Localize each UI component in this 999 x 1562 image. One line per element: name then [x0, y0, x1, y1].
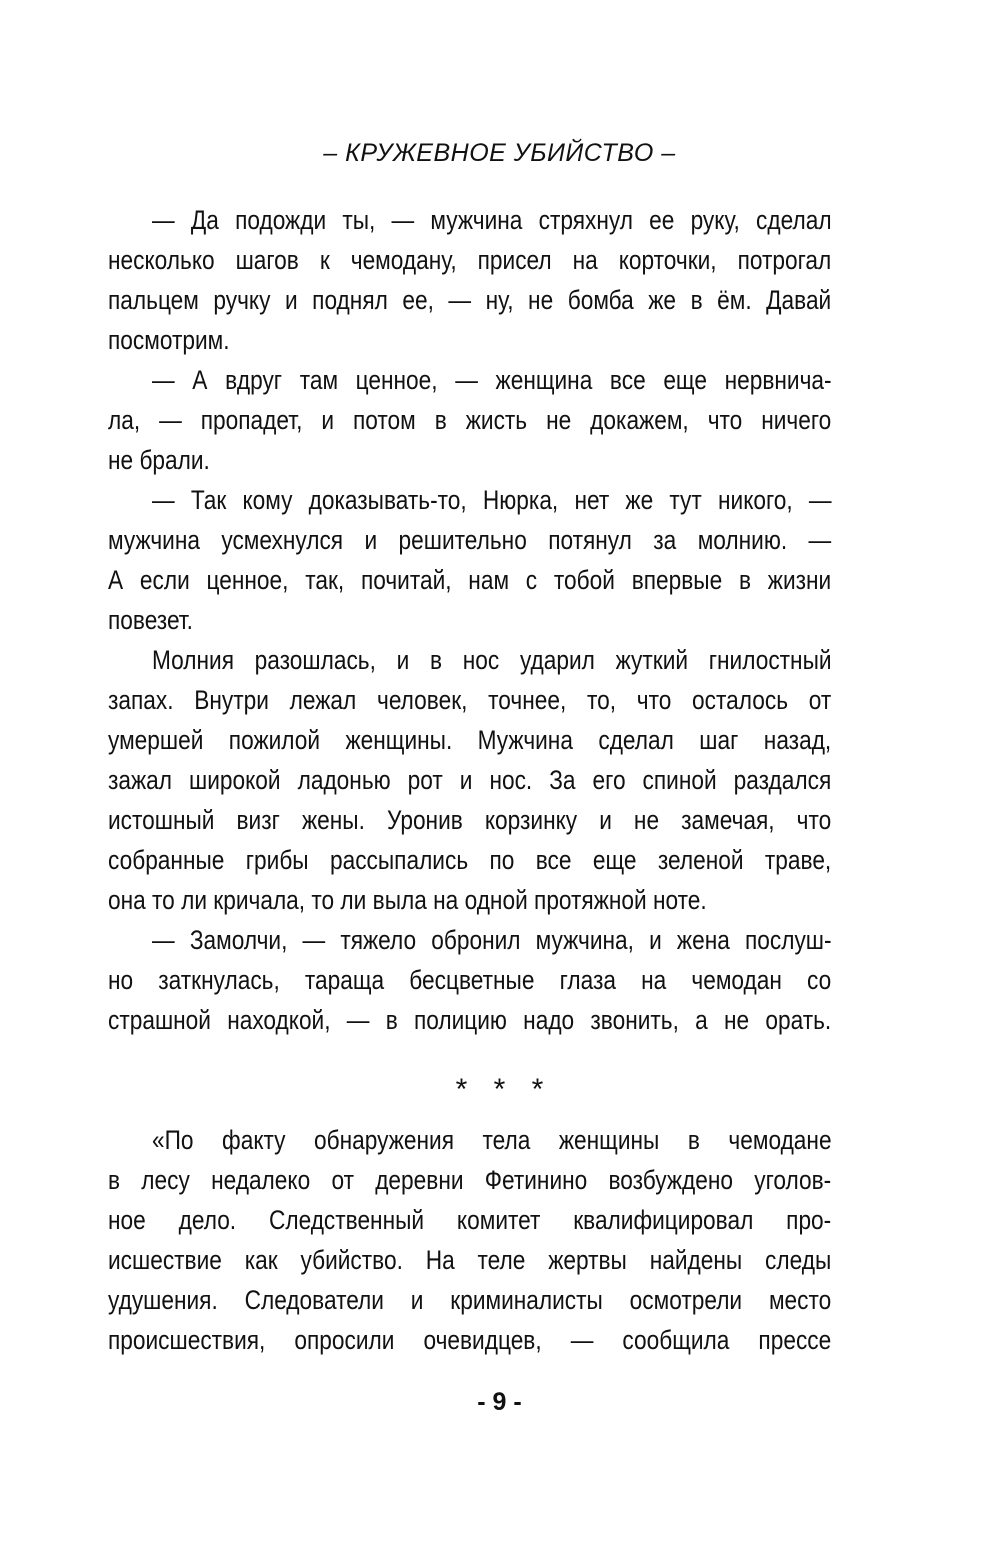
- text-line: умершей пожилой женщины. Мужчина сделал шаг назад,: [108, 725, 832, 755]
- text-line: происшествия, опросили очевидцев, — сообщила прессе: [108, 1325, 832, 1355]
- text-line: страшной находкой, — в полицию надо звонить, а не орать.: [108, 1005, 832, 1035]
- text-line: несколько шагов к чемодану, присел на корточки, потрогал: [108, 245, 832, 275]
- text-line: удушения. Следователи и криминалисты осмотрели место: [108, 1285, 832, 1315]
- page-number: - 9 -: [477, 1388, 522, 1416]
- text-line: посмотрим.: [108, 325, 230, 355]
- text-line: — А вдруг там ценное, — женщина все еще нервнича-: [152, 365, 832, 395]
- text-line: Молния разошлась, и в нос ударил жуткий гнилостный: [152, 645, 832, 675]
- text-line: мужчина усмехнулся и решительно потянул за молнию. —: [108, 525, 832, 555]
- text-line: она то ли кричала, то ли выла на одной протяжной ноте.: [108, 885, 707, 915]
- running-header: – КРУЖЕВНОЕ УБИЙСТВО –: [323, 139, 676, 167]
- text-line: но заткнулась, тараща бесцветные глаза на чемодан со: [108, 965, 832, 995]
- text-line: ное дело. Следственный комитет квалифицировал про-: [108, 1205, 832, 1235]
- text-line: исшествие как убийство. На теле жертвы найдены следы: [108, 1245, 832, 1275]
- text-line: повезет.: [108, 605, 193, 635]
- text-line: собранные грибы рассыпались по все еще зеленой траве,: [108, 845, 832, 875]
- text-line: зажал широкой ладонью рот и нос. За его спиной раздался: [108, 765, 832, 795]
- text-line: — Да подожди ты, — мужчина стряхнул ее руку, сделал: [152, 205, 832, 235]
- text-line: не брали.: [108, 445, 210, 475]
- text-line: пальцем ручку и поднял ее, — ну, не бомба же в ём. Давай: [108, 285, 832, 315]
- text-line: в лесу недалеко от деревни Фетинино возбуждено уголов-: [108, 1165, 832, 1195]
- text-line: «По факту обнаружения тела женщины в чемодане: [152, 1125, 832, 1155]
- section-separator: * * *: [455, 1073, 544, 1106]
- text-line: — Так кому доказывать-то, Нюрка, нет же тут никого, —: [152, 485, 832, 515]
- text-line: запах. Внутри лежал человек, точнее, то, что осталось от: [108, 685, 832, 715]
- text-line: А если ценное, так, почитай, нам с тобой впервые в жизни: [108, 565, 832, 595]
- text-line: истошный визг жены. Уронив корзинку и не замечая, что: [108, 805, 832, 835]
- text-line: ла, — пропадет, и потом в жисть не докажем, что ничего: [108, 405, 832, 435]
- text-line: — Замолчи, — тяжело обронил мужчина, и жена послуш-: [152, 925, 832, 955]
